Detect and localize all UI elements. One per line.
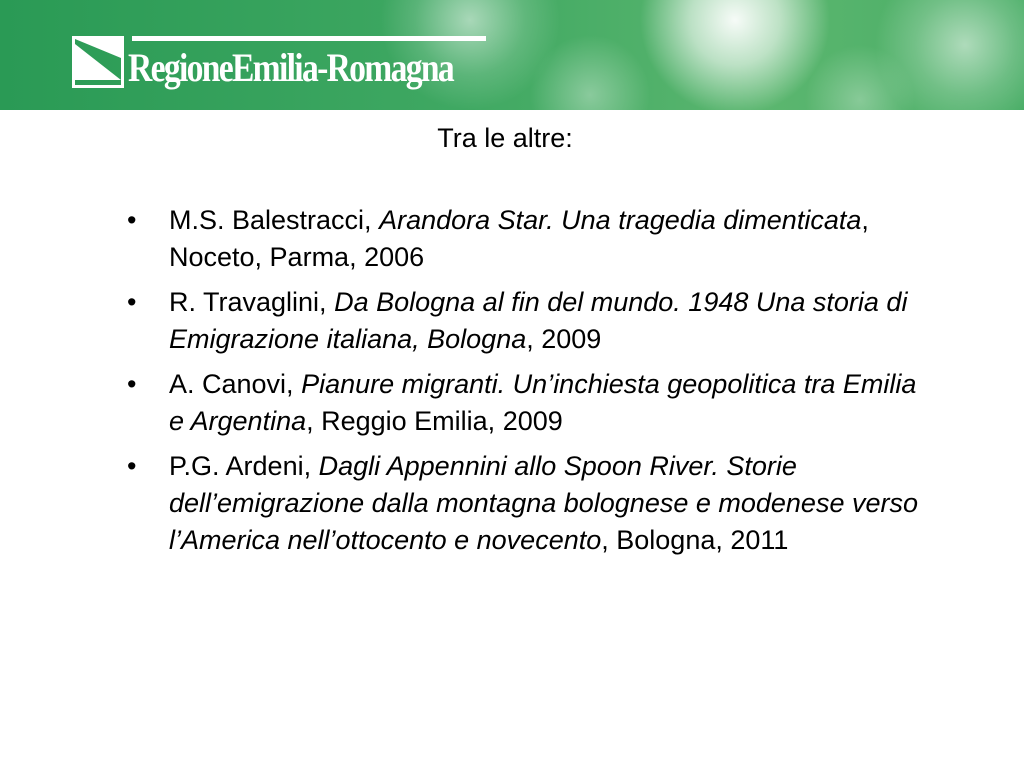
reference-title: Arandora Star. Una tragedia dimenticata <box>379 205 862 235</box>
reference-item <box>125 284 935 358</box>
bullet: • <box>127 451 137 481</box>
bullet: • <box>127 205 137 235</box>
reference-author: A. Canovi, <box>169 369 294 399</box>
reference-details: , 2009 <box>526 324 602 354</box>
reference-details: , Noceto, Parma, 2006 <box>169 205 869 272</box>
header-banner <box>0 0 1024 110</box>
reference-author: M.S. Balestracci, <box>169 205 372 235</box>
bullet: • <box>127 369 137 399</box>
reference-details: , Bologna, 2011 <box>601 525 789 555</box>
reference-title: Da Bologna al fin del mundo. 1948 Una storia di Emigrazione italiana, Bologna <box>169 287 908 354</box>
reference-list <box>125 202 935 567</box>
slide-heading: Tra le altre: <box>437 123 573 153</box>
reference-title: Dagli Appennini allo Spoon River. Storie dell’emigrazione dalla montagna bolognese e modenese verso l’America nell’ottocento e novecento <box>169 451 918 555</box>
reference-title: Pianure migranti. Un’inchiesta geopolitica tra Emilia e Argentina <box>169 369 917 436</box>
reference-item <box>125 448 935 559</box>
reference-author: P.G. Ardeni, <box>169 451 312 481</box>
reference-item <box>125 202 935 276</box>
logo-rule <box>132 36 486 41</box>
reference-details: , Reggio Emilia, 2009 <box>306 406 563 436</box>
bullet: • <box>127 287 137 317</box>
regione-emilia-romagna-logo <box>72 36 488 92</box>
logo-wordmark: RegioneEmilia-Romagna <box>128 45 453 90</box>
reference-item <box>125 366 935 440</box>
reference-author: R. Travaglini, <box>169 287 327 317</box>
regione-emblem-icon <box>72 36 124 88</box>
